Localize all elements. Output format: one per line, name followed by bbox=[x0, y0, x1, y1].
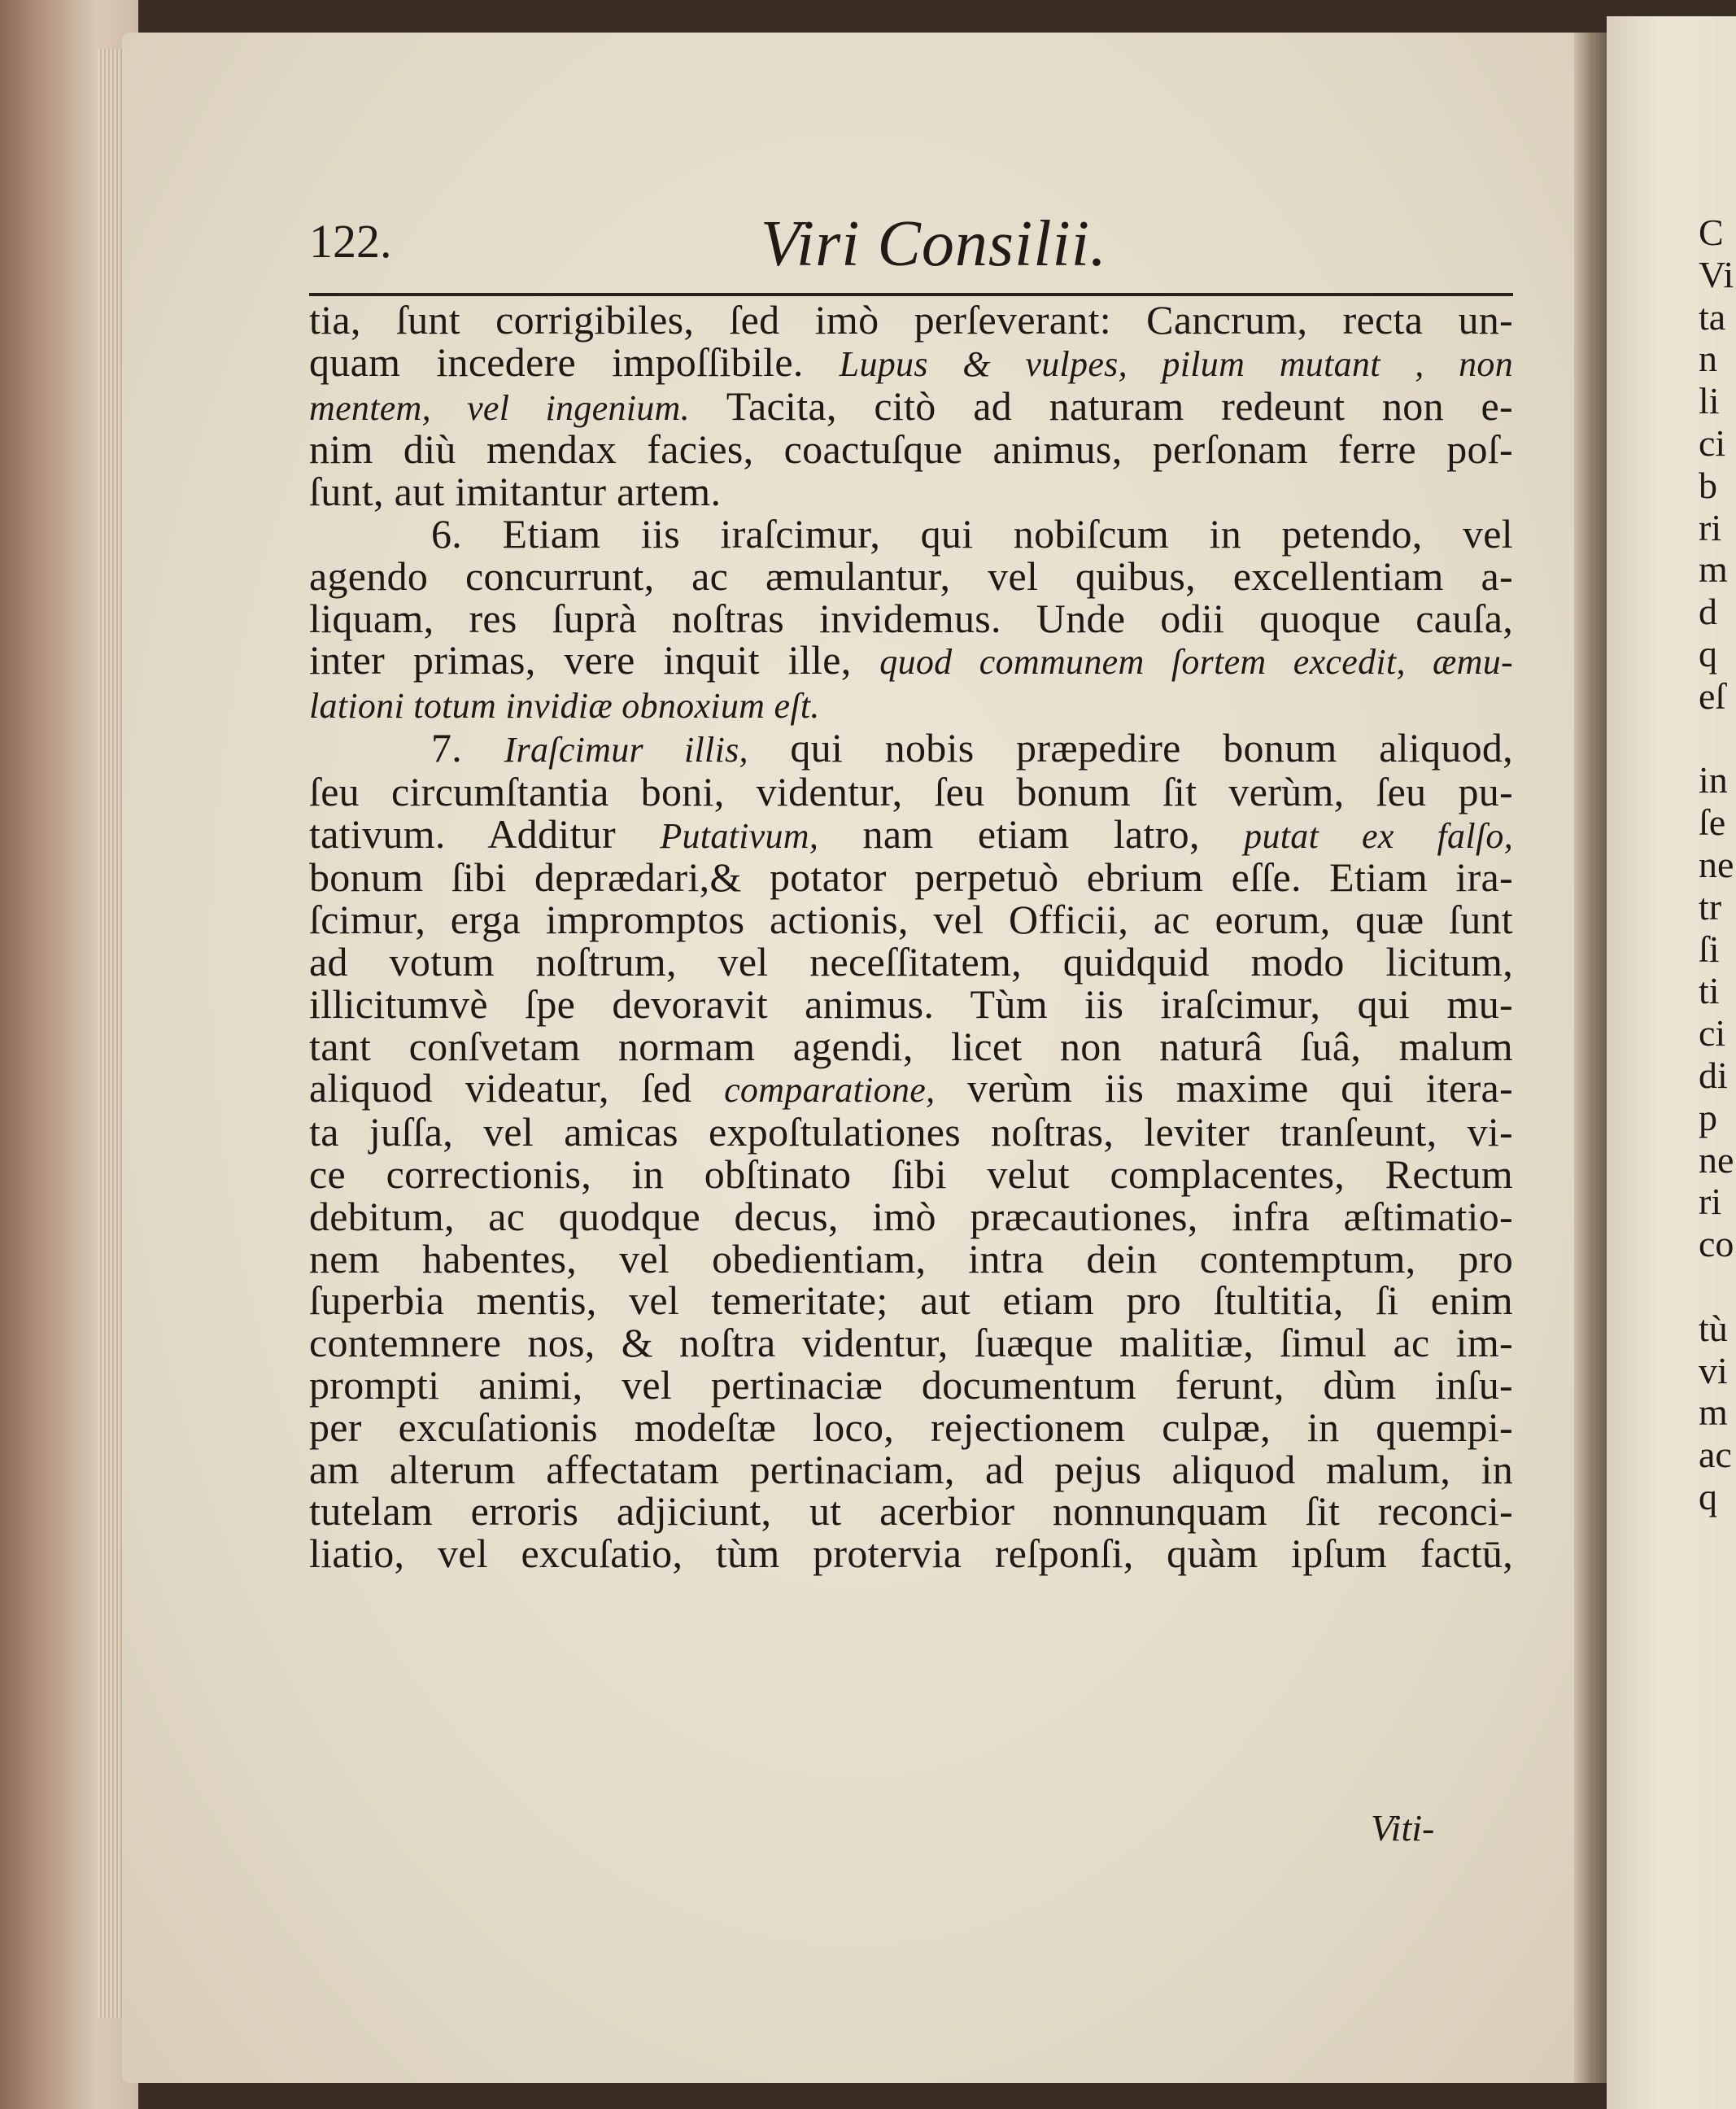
facing-page-fragment: ſi bbox=[1699, 928, 1720, 970]
roman-text: inter primas, vere inquit ille, bbox=[309, 637, 880, 683]
facing-page-fragment: p bbox=[1699, 1096, 1717, 1138]
italic-text: Lupus & vulpes, pilum mutant , non bbox=[839, 343, 1514, 384]
italic-text: lationi totum invidiæ obnoxium eſt. bbox=[309, 686, 820, 727]
roman-text: agendo concurrunt, ac æmulantur, vel quibus, excellentiam a- bbox=[309, 552, 1513, 599]
roman-text: ce correctionis, in obſtinato ſibi velut complacentes, Rectum bbox=[309, 1151, 1513, 1197]
roman-text: am alterum affectatam pertinaciam, ad pejus aliquod malum, in bbox=[309, 1446, 1513, 1492]
text-line bbox=[309, 1530, 1513, 1577]
text-line bbox=[309, 595, 1513, 641]
text-line bbox=[309, 510, 1513, 557]
text-line bbox=[309, 980, 1513, 1027]
facing-page-fragment bbox=[1699, 718, 1736, 760]
text-line bbox=[309, 1322, 1513, 1365]
roman-text: 7. bbox=[431, 724, 504, 771]
text-line bbox=[309, 426, 1513, 473]
facing-page-fragment: ci bbox=[1699, 421, 1726, 464]
text-line bbox=[309, 683, 1513, 727]
roman-text: nim diù mendax facies, coactuſque animus, perſonam ferre poſ- bbox=[309, 426, 1513, 473]
facing-page-fragment: li bbox=[1699, 380, 1720, 422]
text-line bbox=[309, 1151, 1513, 1197]
facing-page-fragment: q bbox=[1699, 1475, 1717, 1517]
text-line bbox=[309, 299, 1513, 342]
header-rule bbox=[309, 293, 1513, 296]
text-line bbox=[309, 1361, 1513, 1408]
text-line bbox=[309, 1023, 1513, 1069]
text-line bbox=[309, 1277, 1513, 1324]
roman-text: prompti animi, vel pertinaciæ documentum ferunt, dùm inſu- bbox=[309, 1361, 1513, 1408]
catchword: Viti- bbox=[1371, 1807, 1435, 1849]
book-page-edges bbox=[0, 0, 138, 2109]
roman-text: aliquod videatur, ſed bbox=[309, 1065, 725, 1111]
facing-page-fragment: ſe bbox=[1699, 801, 1726, 844]
roman-text: contemnere nos, & noſtra videntur, ſuæque malitiæ, ſimul ac im- bbox=[309, 1320, 1513, 1366]
facing-page-text bbox=[1699, 212, 1736, 1518]
roman-text: liatio, vel excuſatio, tùm protervia reſponſi, quàm ipſum factū, bbox=[309, 1530, 1513, 1577]
text-line bbox=[309, 1111, 1513, 1154]
roman-text: ſunt, aut imitantur artem. bbox=[309, 469, 722, 515]
roman-text: per excuſationis modeſtæ loco, rejectionem culpæ, in quempi- bbox=[309, 1404, 1513, 1450]
facing-page-fragment: di bbox=[1699, 1054, 1728, 1096]
text-line bbox=[309, 637, 1513, 683]
roman-text: ta juſſa, vel amicas expoſtulationes noſtras, leviter tranſeunt, vi- bbox=[309, 1109, 1513, 1155]
text-line bbox=[309, 810, 1513, 858]
facing-page-fragment: m bbox=[1699, 548, 1728, 591]
facing-page-fragment: ta bbox=[1699, 295, 1726, 338]
text-line bbox=[309, 1193, 1513, 1239]
roman-text: debitum, ac quodque decus, imò præcautiones, infra æſtimatio- bbox=[309, 1193, 1513, 1239]
text-line bbox=[309, 938, 1513, 985]
text-line bbox=[309, 854, 1513, 901]
facing-page-fragment bbox=[1699, 1265, 1736, 1308]
facing-page-fragment: vi bbox=[1699, 1349, 1728, 1391]
text-line bbox=[309, 899, 1513, 941]
facing-page-fragment: co bbox=[1699, 1223, 1734, 1265]
roman-text: bonum ſibi deprædari,& potator perpetuò ebrium eſſe. Etiam ira- bbox=[309, 854, 1513, 901]
page-header bbox=[309, 207, 1513, 297]
roman-text: ad votum noſtrum, vel neceſſitatem, quidquid modo licitum, bbox=[309, 938, 1513, 985]
facing-page-fragment: eſ bbox=[1699, 675, 1726, 717]
facing-page-fragment: n bbox=[1699, 338, 1717, 380]
facing-page-fragment: in bbox=[1699, 759, 1728, 801]
roman-text: nam etiam latro, bbox=[818, 810, 1245, 857]
italic-text: putat ex falſo, bbox=[1244, 815, 1513, 856]
facing-page-fragment: Vi bbox=[1699, 253, 1734, 295]
roman-text: qui nobis præpedire bonum aliquod, bbox=[748, 724, 1513, 771]
roman-text: 6. Etiam iis iraſcimur, qui nobiſcum in petendo, vel bbox=[431, 510, 1513, 557]
roman-text: verùm iis maxime qui itera- bbox=[935, 1065, 1514, 1111]
text-line bbox=[309, 1488, 1513, 1535]
roman-text: ſeu circumſtantia boni, videntur, ſeu bonum ſit verùm, ſeu pu- bbox=[309, 768, 1513, 814]
roman-text: tia, ſunt corrigibiles, ſed imò perſeverant: Cancrum, recta un- bbox=[309, 297, 1513, 343]
facing-page-fragment: tr bbox=[1699, 885, 1722, 928]
facing-page-fragment: d bbox=[1699, 591, 1717, 633]
roman-text: nem habentes, vel obedientiam, intra dein contemptum, pro bbox=[309, 1235, 1513, 1282]
facing-page-fragment: ri bbox=[1699, 506, 1722, 548]
page-number: 122. bbox=[309, 215, 392, 268]
book-gutter bbox=[1574, 33, 1607, 2083]
roman-text: ſcimur, erga impromptos actionis, vel Officii, ac eorum, quæ ſunt bbox=[309, 897, 1513, 943]
roman-text: quam incedere impoſſibile. bbox=[309, 338, 840, 385]
text-line bbox=[309, 1065, 1514, 1111]
italic-text: mentem, vel ingenium. bbox=[309, 387, 690, 428]
facing-page-fragment: ac bbox=[1699, 1434, 1732, 1476]
roman-text: liquam, res ſuprà noſtras invidemus. Unde odii quoque cauſa, bbox=[309, 595, 1513, 641]
text-line bbox=[309, 1446, 1513, 1492]
roman-text: illicitumvè ſpe devoravit animus. Tùm iis iraſcimur, qui mu- bbox=[309, 980, 1513, 1027]
italic-text: Iraſcimur illis, bbox=[504, 729, 748, 770]
italic-text: quod communem ſortem excedit, æmu- bbox=[879, 642, 1513, 683]
facing-page-fragment: tù bbox=[1699, 1307, 1728, 1349]
facing-page-fragment: b bbox=[1699, 464, 1717, 506]
text-line bbox=[309, 768, 1513, 814]
facing-page-fragment: m bbox=[1699, 1391, 1728, 1434]
italic-text: Putativum, bbox=[660, 815, 819, 856]
roman-text: tutelam erroris adjiciunt, ut acerbior nonnunquam ſit reconci- bbox=[309, 1488, 1513, 1535]
text-line bbox=[309, 471, 1513, 513]
text-line bbox=[309, 552, 1513, 599]
roman-text: tant conſvetam normam agendi, licet non naturâ ſuâ, malum bbox=[309, 1023, 1513, 1069]
facing-page-fragment: ci bbox=[1699, 1012, 1726, 1054]
italic-text: comparatione, bbox=[724, 1070, 936, 1111]
running-title: Viri Consilii. bbox=[761, 208, 1107, 280]
facing-page-fragment: C bbox=[1699, 212, 1724, 253]
roman-text: Tacita, citò ad naturam redeunt non e- bbox=[689, 382, 1513, 429]
text-line bbox=[309, 724, 1513, 771]
facing-page-fragment: q bbox=[1699, 632, 1717, 675]
roman-text: ſuperbia mentis, vel temeritate; aut etiam pro ſtultitia, ſi enim bbox=[309, 1277, 1513, 1324]
text-line bbox=[309, 338, 1514, 386]
roman-text: tativum. Additur bbox=[309, 810, 661, 857]
body-text bbox=[309, 299, 1513, 1575]
facing-page-fragment: ri bbox=[1699, 1181, 1722, 1223]
facing-page-fragment: ne bbox=[1699, 843, 1734, 885]
text-line bbox=[309, 382, 1513, 430]
text-line bbox=[309, 1235, 1513, 1282]
text-line bbox=[309, 1404, 1513, 1450]
facing-page-fragment: ti bbox=[1699, 970, 1720, 1012]
facing-page-fragment: ne bbox=[1699, 1138, 1734, 1181]
